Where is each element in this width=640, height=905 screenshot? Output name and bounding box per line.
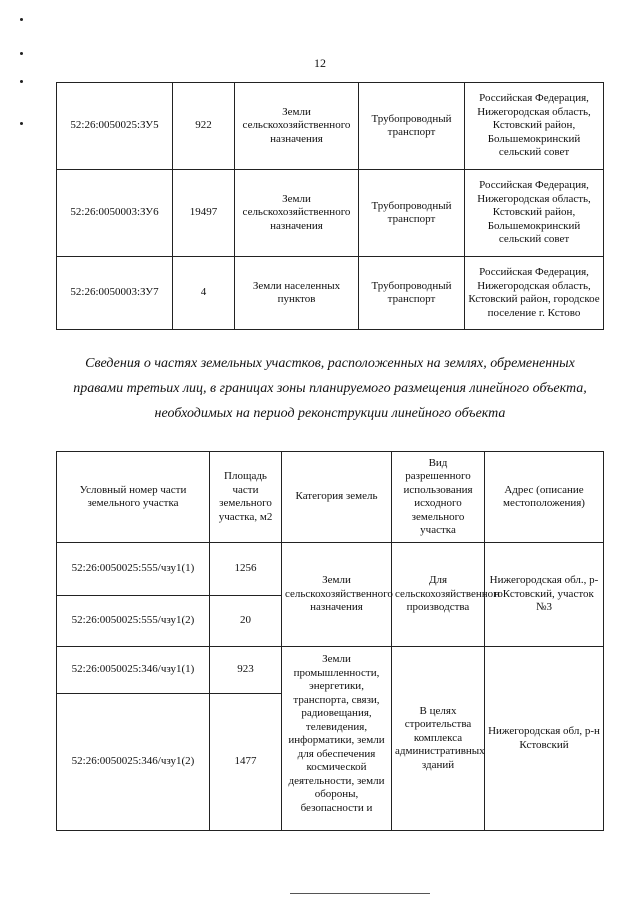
permitted-use: В целях строительства комплекса административных зданий [392, 647, 485, 831]
cadastral-number: 52:26:0050025:ЗУ5 [57, 83, 173, 170]
part-area: 20 [210, 596, 282, 647]
land-category: Земли населенных пунктов [235, 257, 359, 330]
table-row [57, 257, 604, 330]
parcels-table [56, 82, 604, 330]
parcel-address: Российская Федерация, Нижегородская область, Кстовский район, городское поселение г. Кстово [465, 257, 604, 330]
section-title: Сведения о частях земельных участков, расположенных на землях, обремененных правами третьих лиц, в границах зоны планируемого размещения линейного объекта, необходимых на период реконструкции линейного объекта [73, 356, 587, 421]
footer-line [290, 893, 430, 894]
parcel-address: Российская Федерация, Нижегородская область, Кстовский район, Большемокринский сельский совет [465, 170, 604, 257]
table-row [57, 543, 604, 596]
parcel-area: 19497 [173, 170, 235, 257]
land-category: Земли сельскохозяйственного назначения [235, 83, 359, 170]
land-category: Земли сельскохозяйственного назначения [235, 170, 359, 257]
part-area: 1256 [210, 543, 282, 596]
cadastral-number: 52:26:0050003:ЗУ7 [57, 257, 173, 330]
part-area: 1477 [210, 694, 282, 831]
cadastral-number: 52:26:0050003:ЗУ6 [57, 170, 173, 257]
header-address: Адрес (описание местоположения) [485, 452, 604, 543]
parcel-parts-table [56, 451, 604, 831]
part-number: 52:26:0050025:555/чзу1(2) [57, 596, 210, 647]
table-row [57, 170, 604, 257]
margin-mark [20, 122, 23, 125]
margin-mark [20, 18, 23, 21]
permitted-use: Трубопроводный транспорт [359, 83, 465, 170]
header-part-number: Условный номер части земельного участка [57, 452, 210, 543]
parcel-address: Нижегородская обл., р-н Кстовский, участок №3 [485, 543, 604, 647]
parcel-address: Российская Федерация, Нижегородская область, Кстовский район, Большемокринский сельский совет [465, 83, 604, 170]
land-category: Земли промышленности, энергетики, транспорта, связи, радиовещания, телевидения, информатики, земли для обеспечения космической деятельности, земли обороны, безопасности и [282, 647, 392, 831]
parcel-area: 922 [173, 83, 235, 170]
header-part-area: Площадь части земельного участка, м2 [210, 452, 282, 543]
part-number: 52:26:0050025:346/чзу1(2) [57, 694, 210, 831]
header-permitted-use: Вид разрешенного использования исходного земельного участка [392, 452, 485, 543]
table-row [57, 647, 604, 694]
permitted-use: Трубопроводный транспорт [359, 170, 465, 257]
part-area: 923 [210, 647, 282, 694]
header-row [57, 452, 604, 543]
margin-mark [20, 80, 23, 83]
parcel-area: 4 [173, 257, 235, 330]
part-number: 52:26:0050025:346/чзу1(1) [57, 647, 210, 694]
part-number: 52:26:0050025:555/чзу1(1) [57, 543, 210, 596]
permitted-use: Для сельскохозяйственного производства [392, 543, 485, 647]
header-land-category: Категория земель [282, 452, 392, 543]
table-row [57, 83, 604, 170]
land-category: Земли сельскохозяйственного назначения [282, 543, 392, 647]
parcel-address: Нижегородская обл, р-н Кстовский [485, 647, 604, 831]
permitted-use: Трубопроводный транспорт [359, 257, 465, 330]
margin-mark [20, 52, 23, 55]
page-number: 12 [314, 56, 326, 70]
